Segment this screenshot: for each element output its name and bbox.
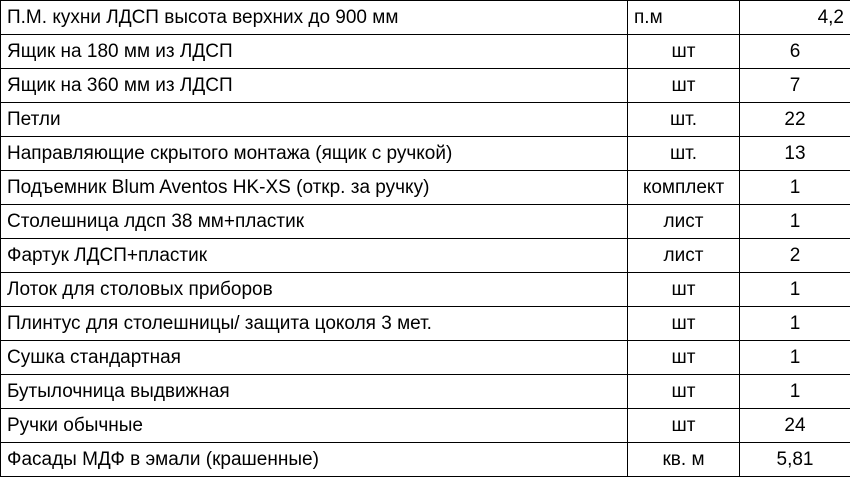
unit-cell: лист (628, 239, 740, 273)
table-row (1, 69, 850, 103)
unit-cell: шт. (628, 103, 740, 137)
table-row (1, 443, 850, 477)
item-name-cell: Фасады МДФ в эмали (крашенные) (1, 443, 628, 477)
unit-cell: шт (628, 341, 740, 375)
item-name-cell: П.М. кухни ЛДСП высота верхних до 900 мм (1, 1, 628, 35)
quantity-cell: 7 (740, 69, 850, 103)
item-name-cell: Столешница лдсп 38 мм+пластик (1, 205, 628, 239)
item-name-cell: Бутылочница выдвижная (1, 375, 628, 409)
unit-cell: шт (628, 273, 740, 307)
unit-cell: шт (628, 35, 740, 69)
quantity-cell: 1 (740, 341, 850, 375)
quantity-cell: 13 (740, 137, 850, 171)
table-row (1, 1, 850, 35)
unit-cell: шт. (628, 137, 740, 171)
unit-cell: кв. м (628, 443, 740, 477)
unit-cell: шт (628, 375, 740, 409)
quantity-cell: 1 (740, 171, 850, 205)
quantity-cell: 6 (740, 35, 850, 69)
unit-cell: шт (628, 307, 740, 341)
quantity-cell: 4,2 (740, 1, 850, 35)
item-name-cell: Плинтус для столешницы/ защита цоколя 3 мет. (1, 307, 628, 341)
item-name-cell: Фартук ЛДСП+пластик (1, 239, 628, 273)
table-row (1, 273, 850, 307)
table-row (1, 205, 850, 239)
item-name-cell: Ящик на 180 мм из ЛДСП (1, 35, 628, 69)
quantity-cell: 1 (740, 205, 850, 239)
quantity-cell: 24 (740, 409, 850, 443)
quantity-cell: 1 (740, 375, 850, 409)
unit-cell: шт (628, 69, 740, 103)
unit-cell: лист (628, 205, 740, 239)
item-name-cell: Петли (1, 103, 628, 137)
table-row (1, 341, 850, 375)
quantity-cell: 5,81 (740, 443, 850, 477)
spec-table-body (1, 1, 850, 477)
quantity-cell: 22 (740, 103, 850, 137)
item-name-cell: Лоток для столовых приборов (1, 273, 628, 307)
quantity-cell: 2 (740, 239, 850, 273)
table-row (1, 307, 850, 341)
item-name-cell: Сушка стандартная (1, 341, 628, 375)
quantity-cell: 1 (740, 307, 850, 341)
item-name-cell: Ручки обычные (1, 409, 628, 443)
unit-cell: комплект (628, 171, 740, 205)
quantity-cell: 1 (740, 273, 850, 307)
unit-cell: п.м (628, 1, 740, 35)
table-row (1, 35, 850, 69)
item-name-cell: Подъемник Blum Aventos HK-XS (откр. за ручку) (1, 171, 628, 205)
table-row (1, 409, 850, 443)
unit-cell: шт (628, 409, 740, 443)
table-row (1, 171, 850, 205)
table-row (1, 137, 850, 171)
table-row (1, 375, 850, 409)
table-row (1, 103, 850, 137)
item-name-cell: Ящик на 360 мм из ЛДСП (1, 69, 628, 103)
item-name-cell: Направляющие скрытого монтажа (ящик с ручкой) (1, 137, 628, 171)
table-row (1, 239, 850, 273)
